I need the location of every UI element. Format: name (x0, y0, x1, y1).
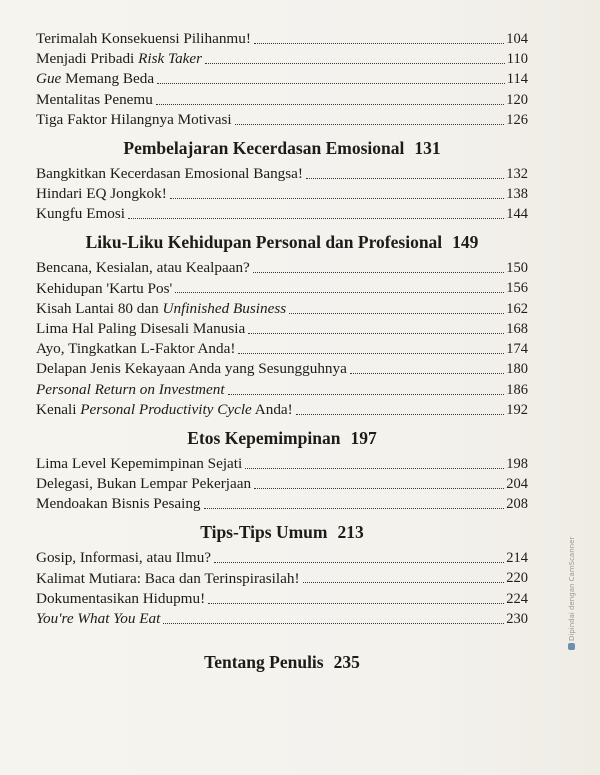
entry-title-text: Lima Level Kepemimpinan Sejati (36, 454, 243, 472)
toc-entry (36, 300, 528, 318)
entry-title-text: Anda! (251, 400, 293, 418)
toc-entry (36, 549, 528, 567)
toc-entry (36, 590, 528, 608)
entry-page-number: 208 (506, 496, 528, 513)
dot-leader (248, 333, 504, 334)
entry-page-number: 220 (506, 570, 528, 587)
section-heading (36, 138, 528, 159)
entry-title (36, 610, 160, 628)
section-page-number: 149 (452, 232, 479, 253)
section-heading (36, 232, 528, 253)
entry-page-number: 168 (506, 320, 528, 337)
dot-leader (208, 603, 504, 604)
entry-title (36, 50, 202, 68)
table-of-contents (36, 30, 528, 679)
section-heading (36, 522, 528, 543)
dot-leader (350, 373, 504, 374)
toc-entry (36, 455, 528, 473)
entry-page-number: 114 (506, 71, 528, 88)
section-title: Liku-Liku Kehidupan Personal dan Profesional (85, 232, 443, 253)
entry-title (36, 475, 251, 493)
entry-page-number: 230 (506, 610, 528, 627)
section-page-number: 197 (350, 427, 377, 448)
entry-page-number: 150 (506, 260, 528, 277)
toc-entry (36, 610, 528, 628)
dot-leader (254, 43, 504, 44)
section-heading-author (36, 652, 528, 673)
entry-title (36, 549, 211, 567)
dot-leader (238, 353, 504, 354)
entry-title-text: Lima Hal Paling Disesali Manusia (36, 319, 246, 337)
dot-leader (214, 562, 504, 563)
dot-leader (163, 623, 504, 624)
toc-entry (36, 205, 528, 223)
dot-leader (235, 124, 505, 125)
entry-page-number: 162 (506, 300, 528, 317)
section-title: Pembelajaran Kecerdasan Emosional (123, 137, 405, 158)
toc-entry (36, 280, 528, 298)
entry-title-text: Mendoakan Bisnis Pesaing (36, 495, 201, 513)
entry-title (36, 381, 225, 399)
entry-page-number: 180 (506, 361, 528, 378)
section-title: Etos Kepemimpinan (187, 427, 341, 448)
entry-title (36, 91, 153, 109)
dot-leader (128, 218, 504, 219)
section-title: Tips-Tips Umum (200, 522, 328, 543)
dot-leader (245, 468, 504, 469)
entry-page-number: 224 (506, 590, 528, 607)
dot-leader (228, 394, 505, 395)
camscanner-watermark (568, 537, 576, 650)
toc-entry (36, 340, 528, 358)
section-page-number: 235 (333, 651, 360, 672)
entry-title-text: Kenali (36, 400, 81, 418)
toc-entry (36, 401, 528, 419)
toc-entry (36, 570, 528, 588)
camscanner-icon (568, 643, 575, 650)
toc-entry (36, 381, 528, 399)
entry-title-italic: You're What You Eat (36, 609, 161, 627)
entry-page-number: 174 (506, 341, 528, 358)
entry-page-number: 192 (506, 401, 528, 418)
section-heading (36, 428, 528, 449)
entry-page-number: 144 (506, 206, 528, 223)
entry-title-text: Terimalah Konsekuensi Pilihanmu! (36, 30, 251, 47)
entry-title-text: Delegasi, Bukan Lempar Pekerjaan (36, 475, 252, 493)
entry-title (36, 259, 250, 277)
toc-entry (36, 475, 528, 493)
section-title: Tentang Penulis (204, 651, 324, 672)
dot-leader (205, 63, 505, 64)
section-page-number: 131 (414, 137, 441, 158)
toc-entry (36, 111, 528, 129)
toc-entry (36, 495, 528, 513)
entry-page-number: 104 (506, 30, 528, 47)
entry-page-number: 204 (506, 475, 528, 492)
dot-leader (289, 313, 504, 314)
section-page-number: 213 (337, 522, 364, 543)
entry-title-text: Bencana, Kesialan, atau Kealpaan? (36, 259, 250, 277)
dot-leader (157, 83, 505, 84)
entry-title-text: Kisah Lantai 80 dan (36, 299, 163, 317)
entry-title-text: Ayo, Tingkatkan L-Faktor Anda! (36, 340, 236, 358)
dot-leader (303, 582, 505, 583)
toc-entry (36, 50, 528, 68)
entry-title (36, 360, 347, 378)
entry-title (36, 455, 242, 473)
entry-title-text: Kehidupan 'Kartu Pos' (36, 279, 173, 297)
dot-leader (204, 508, 505, 509)
entry-title (36, 300, 286, 318)
dot-leader (253, 272, 504, 273)
toc-entry (36, 30, 528, 48)
entry-title-italic: Personal Return on Investment (36, 380, 225, 398)
entry-title (36, 185, 167, 203)
entry-page-number: 186 (506, 381, 528, 398)
entry-title (36, 30, 251, 48)
entry-title (36, 340, 235, 358)
entry-title (36, 495, 201, 513)
dot-leader (306, 178, 504, 179)
entry-title-italic: Risk Taker (138, 50, 203, 68)
entry-page-number: 214 (506, 550, 528, 567)
toc-entry (36, 165, 528, 183)
entry-title-text: Delapan Jenis Kekayaan Anda yang Sesungguhnya (36, 360, 347, 378)
toc-entry (36, 185, 528, 203)
entry-title-text: Bangkitkan Kecerdasan Emosional Bangsa! (36, 164, 303, 182)
toc-entry (36, 320, 528, 338)
entry-title-text: Gosip, Informasi, atau Ilmu? (36, 549, 212, 567)
entry-title (36, 205, 125, 223)
entry-page-number: 110 (506, 51, 528, 68)
entry-title (36, 165, 303, 183)
toc-entry (36, 360, 528, 378)
entry-title-text: Dokumentasikan Hidupmu! (36, 589, 206, 607)
entry-title-italic: Personal Productivity Cycle (80, 400, 252, 418)
entry-page-number: 126 (506, 111, 528, 128)
entry-title-text: Hindari EQ Jongkok! (36, 185, 167, 203)
entry-title (36, 401, 293, 419)
watermark-text: Dipindai dengan CamScanner (568, 536, 576, 641)
entry-title (36, 111, 232, 129)
entry-title (36, 590, 205, 608)
toc-entry (36, 70, 528, 88)
entry-title-text: Kungfu Emosi (36, 205, 126, 223)
entry-page-number: 156 (506, 280, 528, 297)
dot-leader (254, 488, 504, 489)
toc-entry (36, 91, 528, 109)
entry-title-text: Memang Beda (61, 70, 155, 88)
dot-leader (156, 104, 504, 105)
entry-page-number: 198 (506, 455, 528, 472)
entry-page-number: 138 (506, 185, 528, 202)
entry-title (36, 320, 245, 338)
entry-page-number: 120 (506, 91, 528, 108)
entry-title (36, 70, 154, 88)
entry-title-text: Tiga Faktor Hilangnya Motivasi (36, 110, 232, 128)
toc-entry (36, 259, 528, 277)
entry-page-number: 132 (506, 165, 528, 182)
entry-title-italic: Unfinished Business (162, 299, 287, 317)
entry-title (36, 280, 172, 298)
dot-leader (170, 198, 504, 199)
entry-title-text: Mentalitas Penemu (36, 90, 153, 108)
dot-leader (296, 414, 505, 415)
entry-title-italic: Gue (36, 70, 62, 88)
entry-title-text: Kalimat Mutiara: Baca dan Terinspirasilah! (36, 569, 300, 587)
entry-title-text: Menjadi Pribadi (36, 50, 139, 68)
entry-title (36, 570, 300, 588)
dot-leader (175, 292, 504, 293)
